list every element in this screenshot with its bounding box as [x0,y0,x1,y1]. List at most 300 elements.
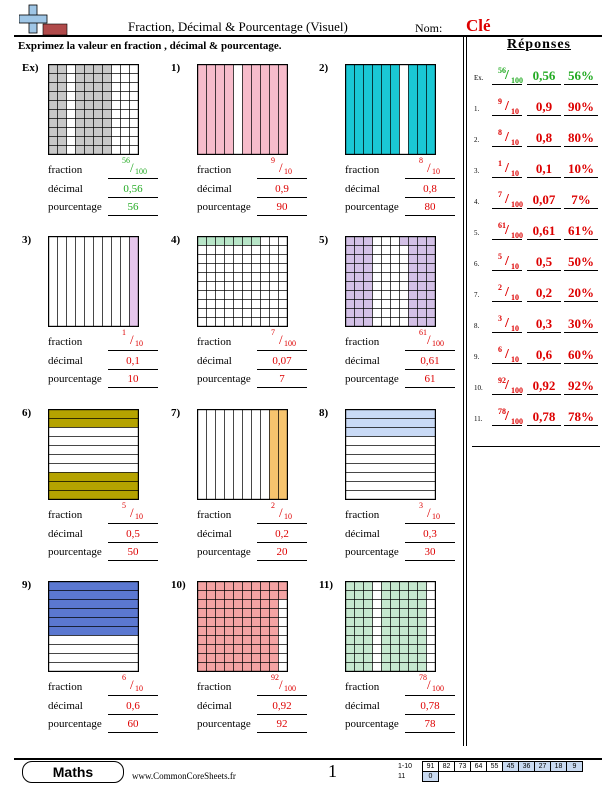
bar-segment [234,410,243,500]
grid-cell [279,255,288,264]
grid-cell [279,600,288,609]
grid-cell [243,300,252,309]
grid-cell [418,663,427,672]
grid-cell [279,618,288,627]
grid-cell [364,654,373,663]
answer-index: 6. [474,260,480,268]
grid-cell [409,663,418,672]
grid-cell [400,255,409,264]
grid-cell [346,582,355,591]
problem-2 [319,62,485,224]
answer-decimal: 0,8 [527,130,561,147]
shaded-model [345,64,436,155]
answer-decimal: 0,5 [527,254,561,271]
grid-cell [216,609,225,618]
grid-cell [58,74,67,83]
grid-cell [270,600,279,609]
grid-cell [400,609,409,618]
grid-cell [216,273,225,282]
grid-cell [234,627,243,636]
grid-cell [270,273,279,282]
bar-segment [112,237,121,327]
grid-cell [427,654,436,663]
grid-cell [391,282,400,291]
grid-cell [373,654,382,663]
grid-cell [346,282,355,291]
grid-cell [234,264,243,273]
grid-cell [121,83,130,92]
score-cell: 55 [487,762,503,772]
answers-box-bottom [472,446,600,447]
grid-cell [355,618,364,627]
grid-cell [85,128,94,137]
grid-cell [49,65,58,74]
answer-index: 10. [474,384,483,392]
grid-cell [382,663,391,672]
score-cell: 73 [455,762,471,772]
grid-cell [355,318,364,327]
grid-cell [234,309,243,318]
grid-cell [346,591,355,600]
answer-index: 7. [474,291,480,299]
grid-cell [427,255,436,264]
grid-cell [234,255,243,264]
score-cell: 9 [567,762,583,772]
grid-cell [279,309,288,318]
grid-cell [76,92,85,101]
fraction-slash: / [505,130,509,145]
grid-cell [243,609,252,618]
grid-cell [270,591,279,600]
fraction-label: fraction [197,681,232,693]
score-row [398,772,583,782]
grid-cell [94,146,103,155]
score-row [398,762,583,772]
grid-cell [243,582,252,591]
bar-segment [49,437,139,446]
grid-cell [103,146,112,155]
grid-cell [279,282,288,291]
bar-segment [49,473,139,482]
grid-cell [67,65,76,74]
fraction-label: fraction [48,681,83,693]
numerator: 78 [419,673,427,682]
grid-cell [427,582,436,591]
grid-cell [418,645,427,654]
grid-cell [279,237,288,246]
grid-cell [270,255,279,264]
grid-cell [198,582,207,591]
shaded-model [197,581,288,672]
grid-cell [252,300,261,309]
grid-cell [198,663,207,672]
answer-fraction [492,221,522,240]
grid-cell [261,663,270,672]
grid-cell [207,600,216,609]
percent-label: pourcentage [48,373,102,385]
percent-answer: 20 [257,546,307,561]
grid-cell [279,273,288,282]
answer-index: 1. [474,105,480,113]
grid-cell [418,636,427,645]
grid-cell [409,300,418,309]
grid-cell [346,636,355,645]
grid-cell [94,128,103,137]
grid-cell [427,291,436,300]
grid-cell [427,300,436,309]
grid-cell [103,83,112,92]
fraction-slash: / [505,99,509,114]
grid-cell [346,237,355,246]
grid-cell [49,74,58,83]
grid-cell [346,609,355,618]
answer-percent: 30% [564,316,598,333]
subject-badge: Maths [22,761,124,783]
bar-segment [279,65,288,155]
grid-cell [400,636,409,645]
grid-cell [373,273,382,282]
denominator: 10 [135,684,143,693]
grid-cell [216,246,225,255]
fraction-answer [257,501,307,524]
grid-cell [252,636,261,645]
grid-cell [373,264,382,273]
answer-decimal: 0,61 [527,223,561,240]
decimal-answer: 0,78 [405,700,455,715]
grid-cell [198,237,207,246]
grid-cell [400,318,409,327]
shaded-model [48,409,139,500]
grid-cell [279,246,288,255]
grid-cell [198,591,207,600]
grid-cell [364,636,373,645]
bar-segment [346,419,436,428]
grid-cell [198,273,207,282]
grid-cell [364,663,373,672]
grid-cell [400,663,409,672]
answer-fraction [492,283,522,302]
grid-cell [355,609,364,618]
grid-cell [364,609,373,618]
grid-cell [216,645,225,654]
fraction-slash: / [505,409,509,424]
grid-cell [355,636,364,645]
percent-label: pourcentage [197,373,251,385]
bar-segment [391,65,400,155]
grid-cell [355,255,364,264]
grid-cell [58,65,67,74]
answer-percent: 50% [564,254,598,271]
percent-answer: 30 [405,546,455,561]
grid-cell [85,92,94,101]
denominator: 100 [135,167,147,176]
fraction-label: fraction [48,509,83,521]
bar-segment [49,428,139,437]
grid-cell [409,582,418,591]
grid-cell [67,110,76,119]
problem-number: 3) [22,234,32,246]
grid-cell [355,645,364,654]
website-link[interactable]: www.CommonCoreSheets.fr [132,771,236,781]
decimal-label: décimal [197,183,232,195]
grid-cell [76,137,85,146]
answer-fraction [492,252,522,271]
grid-cell [225,264,234,273]
grid-cell [225,600,234,609]
grid-cell [243,663,252,672]
answer-fraction [492,128,522,147]
answer-index: 2. [474,136,480,144]
grid-cell [216,591,225,600]
denominator: 100 [284,684,296,693]
grid-cell [400,300,409,309]
fraction-slash: / [130,332,134,347]
grid-cell [418,618,427,627]
grid-cell [121,137,130,146]
answer-fraction [492,314,522,333]
bar-segment [49,237,58,327]
grid-cell [234,600,243,609]
grid-cell [382,618,391,627]
grid-cell [207,255,216,264]
grid-cell [364,255,373,264]
answer-decimal: 0,3 [527,316,561,333]
answer-percent: 7% [564,192,598,209]
decimal-label: décimal [197,700,232,712]
grid-cell [427,237,436,246]
grid-cell [121,128,130,137]
grid-cell [121,119,130,128]
grid-cell [355,627,364,636]
grid-cell [112,137,121,146]
fraction-label: fraction [48,336,83,348]
fraction-answer [405,156,455,179]
grid-cell [391,300,400,309]
numerator: 8 [419,156,423,165]
grid-cell [261,282,270,291]
grid-cell [130,128,139,137]
grid-cell [418,246,427,255]
problem-1 [171,62,337,224]
bar-segment [243,410,252,500]
grid-cell [279,636,288,645]
grid-cell [382,645,391,654]
denominator: 100 [511,231,523,240]
grid-cell [279,663,288,672]
grid-cell [234,645,243,654]
grid-cell [373,600,382,609]
grid-cell [103,92,112,101]
percent-label: pourcentage [345,718,399,730]
grid-cell [67,137,76,146]
grid-cell [364,318,373,327]
grid-cell [382,255,391,264]
fraction-slash: / [505,285,509,300]
grid-cell [207,609,216,618]
grid-cell [391,645,400,654]
grid-cell [364,618,373,627]
answer-percent: 10% [564,161,598,178]
grid-cell [346,246,355,255]
fraction-label: fraction [48,164,83,176]
grid-cell [207,273,216,282]
grid-cell [76,119,85,128]
grid-cell [373,582,382,591]
problem-number: 4) [171,234,181,246]
grid-cell [67,146,76,155]
percent-label: pourcentage [48,201,102,213]
bar-segment [49,663,139,672]
fraction-slash: / [279,160,283,175]
denominator: 100 [511,386,523,395]
grid-cell [270,654,279,663]
bar-segment [409,65,418,155]
answer-row [472,283,602,307]
grid-cell [382,582,391,591]
grid-cell [373,237,382,246]
grid-cell [418,609,427,618]
fraction-label: fraction [197,509,232,521]
answer-percent: 92% [564,378,598,395]
answer-decimal: 0,78 [527,409,561,426]
score-cell: 45 [503,762,519,772]
bar-segment [270,65,279,155]
bar-segment [373,65,382,155]
grid-cell [364,627,373,636]
grid-cell [121,101,130,110]
grid-cell [225,237,234,246]
answer-percent: 80% [564,130,598,147]
grid-cell [270,609,279,618]
grid-cell [427,609,436,618]
numerator: 2 [271,501,275,510]
fraction-slash: / [427,677,431,692]
grid-cell [207,645,216,654]
grid-cell [400,654,409,663]
grid-cell [234,609,243,618]
grid-cell [391,246,400,255]
answer-fraction [492,407,522,426]
grid-cell [225,591,234,600]
answer-row [472,221,602,245]
grid-cell [346,663,355,672]
grid-cell [49,137,58,146]
answer-row [472,407,602,431]
grid-cell [85,65,94,74]
grid-cell [252,582,261,591]
grid-cell [103,119,112,128]
grid-cell [112,128,121,137]
grid-cell [49,110,58,119]
score-table [398,761,583,782]
fraction-slash: / [505,347,509,362]
bar-segment [252,410,261,500]
answer-index: 3. [474,167,480,175]
grid-cell [207,663,216,672]
grid-cell [243,255,252,264]
answer-fraction [492,159,522,178]
grid-cell [391,636,400,645]
numerator: 5 [498,252,502,261]
percent-answer: 78 [405,718,455,733]
grid-cell [216,282,225,291]
denominator: 10 [511,293,519,302]
bar-segment [49,582,139,591]
grid-cell [391,627,400,636]
bar-segment [279,410,288,500]
grid-cell [400,582,409,591]
numerator: 2 [498,283,502,292]
bar-segment [346,446,436,455]
decimal-answer: 0,8 [405,183,455,198]
grid-cell [252,645,261,654]
grid-cell [391,663,400,672]
grid-cell [418,627,427,636]
percent-label: pourcentage [197,201,251,213]
numerator: 61 [419,328,427,337]
grid-cell [243,618,252,627]
grid-cell [76,65,85,74]
grid-cell [130,110,139,119]
grid-cell [130,65,139,74]
grid-cell [112,83,121,92]
bar-segment [346,428,436,437]
grid-cell [427,591,436,600]
decimal-label: décimal [197,355,232,367]
numerator: 56 [498,66,506,75]
bar-segment [346,65,355,155]
grid-cell [67,92,76,101]
bar-segment [243,65,252,155]
grid-cell [216,291,225,300]
grid-cell [261,636,270,645]
grid-cell [94,119,103,128]
answer-decimal: 0,6 [527,347,561,364]
grid-cell [76,83,85,92]
decimal-label: décimal [345,528,380,540]
grid-cell [130,74,139,83]
bar-segment [58,237,67,327]
grid-cell [400,282,409,291]
grid-cell [207,636,216,645]
grid-cell [261,654,270,663]
fraction-label: fraction [197,336,232,348]
grid-cell [391,264,400,273]
grid-cell [207,618,216,627]
fraction-slash: / [505,192,509,207]
grid-cell [261,600,270,609]
grid-cell [364,246,373,255]
grid-cell [225,582,234,591]
grid-cell [418,255,427,264]
grid-cell [382,318,391,327]
bar-segment [346,464,436,473]
grid-cell [418,591,427,600]
bar-segment [49,491,139,500]
grid-cell [409,636,418,645]
grid-cell [252,291,261,300]
fraction-slash: / [505,254,509,269]
grid-cell [112,65,121,74]
fraction-answer [257,156,307,179]
grid-cell [409,609,418,618]
decimal-answer: 0,6 [108,700,158,715]
grid-cell [252,654,261,663]
grid-cell [382,636,391,645]
numerator: 9 [498,97,502,106]
problem-number: 8) [319,407,329,419]
numerator: 6 [498,345,502,354]
